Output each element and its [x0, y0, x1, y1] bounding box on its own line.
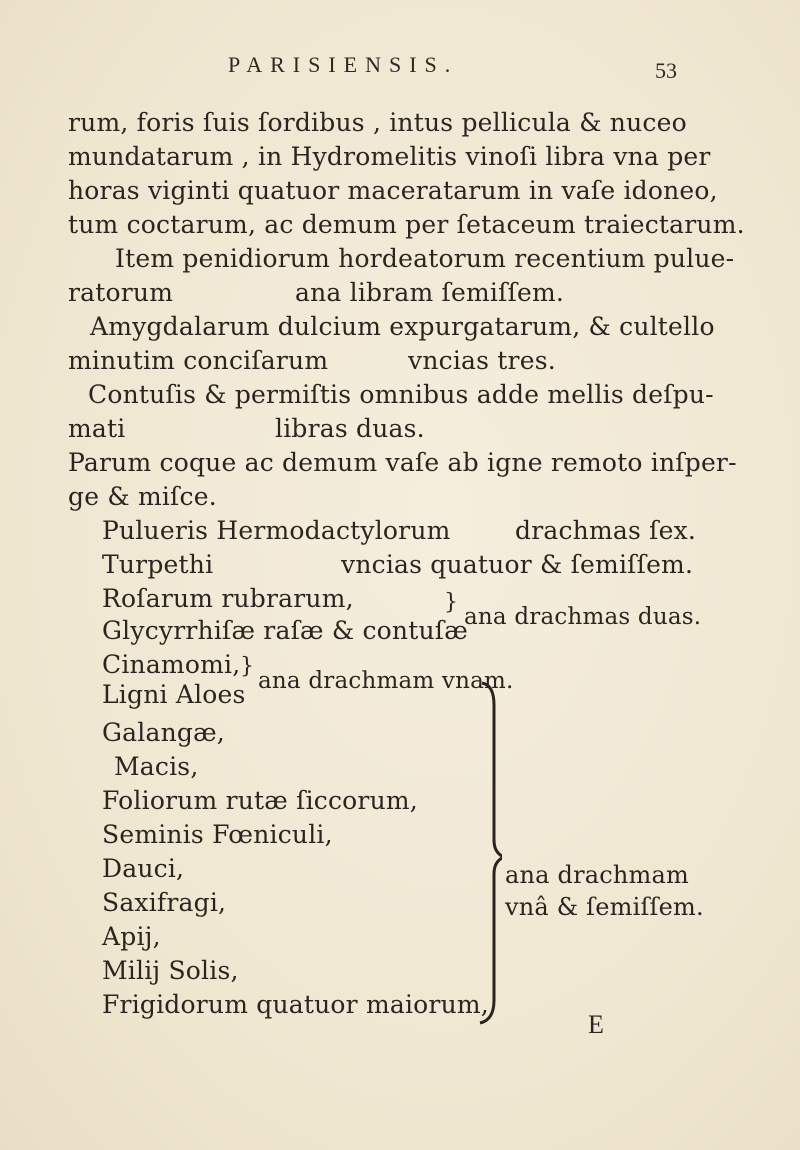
text-line: Frigidorum quatuor maiorum,: [102, 990, 489, 1019]
page-number: 53: [655, 58, 677, 83]
text-line: Amygdalarum dulcium expurgatarum, & cultello: [90, 312, 715, 341]
text-line: tum coctarum, ac demum per ſetaceum traiectarum.: [68, 210, 745, 239]
text-line: rum, foris ſuis ſordibus , intus pellicula & nuceo: [68, 108, 687, 137]
brace-2: }: [240, 654, 254, 679]
text-line: Milij Solis,: [102, 956, 239, 985]
text-line: ana libram ſemiſſem.: [295, 278, 565, 307]
text-line: vnâ & ſemiſſem.: [505, 893, 704, 921]
large-brace: [472, 675, 502, 1030]
text-line: libras duas.: [275, 414, 425, 443]
text-line: ana drachmam vnam.: [258, 668, 514, 694]
text-line: vncias tres.: [408, 346, 556, 375]
text-line: drachmas ſex.: [515, 516, 697, 545]
text-line: ratorum: [68, 278, 174, 307]
text-line: Macis,: [114, 752, 199, 781]
text-line: Pulueris Hermodactylorum: [102, 516, 451, 545]
brace-1: }: [444, 590, 458, 615]
text-line: ge & miſce.: [68, 482, 217, 511]
text-line: Galangæ,: [102, 718, 225, 747]
text-line: mati: [68, 414, 126, 443]
text-line: ana drachmam: [505, 861, 689, 889]
text-line: minutim conciſarum: [68, 346, 329, 375]
text-line: Turpethi: [102, 550, 214, 579]
text-line: Ligni Aloes: [102, 680, 246, 709]
text-line: vncias quatuor & ſemiſſem.: [341, 550, 694, 579]
text-line: Contuſis & permiſtis omnibus adde mellis deſpu-: [88, 380, 714, 409]
text-line: Glycyrrhiſæ raſæ & contuſæ: [102, 616, 468, 645]
text-line: Parum coque ac demum vaſe ab igne remoto inſper-: [68, 448, 737, 477]
text-line: horas viginti quatuor maceratarum in vaſe idoneo,: [68, 176, 718, 205]
text-line: Apij,: [102, 922, 161, 951]
text-line: Seminis Fœniculi,: [102, 820, 333, 849]
catchword: E: [588, 1010, 604, 1039]
text-line: Item penidiorum hordeatorum recentium pulue-: [115, 244, 735, 273]
text-line: ana drachmas duas.: [464, 604, 702, 630]
running-title: PARISIENSIS.: [228, 52, 459, 77]
text-line: Roſarum rubrarum,: [102, 584, 354, 613]
text-line: Dauci,: [102, 854, 185, 883]
text-line: Saxifragi,: [102, 888, 227, 917]
text-line: Foliorum rutæ ſiccorum,: [102, 786, 418, 815]
text-line: mundatarum , in Hydromelitis vinoſi libra vna per: [68, 142, 711, 171]
text-line: Cinamomi,: [102, 650, 241, 679]
